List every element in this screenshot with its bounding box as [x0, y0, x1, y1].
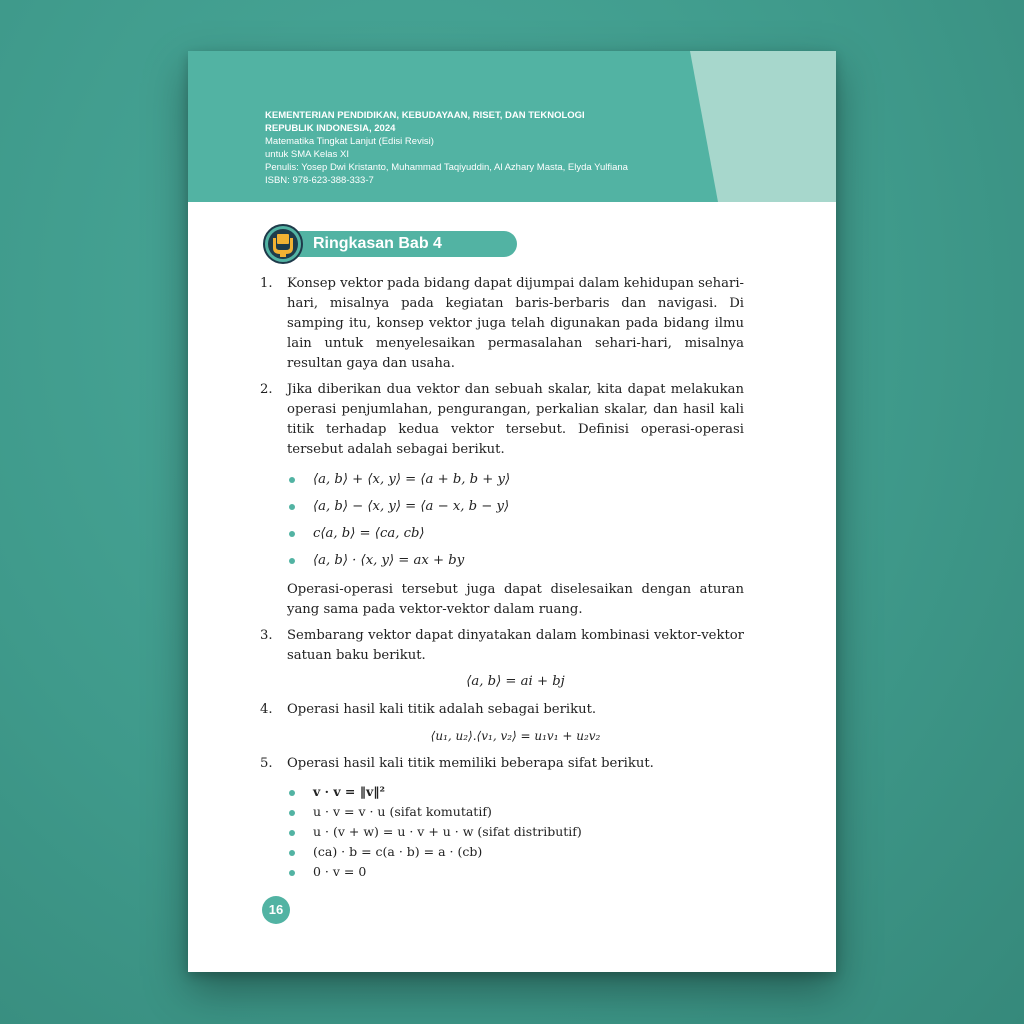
formula-bullet: c⟨a, b⟩ = ⟨ca, cb⟩ — [287, 520, 744, 547]
item-text: Jika diberikan dua vektor dan sebuah skalar, kita dapat melakukan operasi penjumlahan, pengurangan, perkalian skalar, dan hasil kali titik terhadap kedua vektor tersebut. Definisi operasi-operasi tersebut adalah sebagai berikut. — [287, 382, 744, 457]
formula-bullet: ⟨a, b⟩ + ⟨x, y⟩ = ⟨a + b, b + y⟩ — [287, 466, 744, 493]
formula-bullet: ⟨a, b⟩ · ⟨x, y⟩ = ax + by — [287, 547, 744, 574]
item-text: Konsep vektor pada bidang dapat dijumpai dalam kehidupan sehari-hari, misalnya pada kegiatan baris-berbaris dan navigasi. Di samping itu, konsep vektor juga telah digunakan pada bidang ilmu lain untuk menyelesaikan permasalahan sehari-hari, misalnya resultan gaya dan usaha. — [287, 276, 744, 371]
property-bullet: v · v = ‖v‖² — [287, 782, 744, 802]
hands-holding-box-icon — [263, 224, 303, 264]
item-text: Operasi hasil kali titik adalah sebagai berikut. — [287, 702, 597, 717]
property-bullet: u · v = v · u (sifat komutatif) — [287, 802, 744, 822]
book-title: Matematika Tingkat Lanjut (Edisi Revisi) — [265, 136, 434, 147]
chapter-heading — [263, 224, 523, 264]
formula-bullet: ⟨a, b⟩ − ⟨x, y⟩ = ⟨a − x, b − y⟩ — [287, 493, 744, 520]
item-number: 1. — [260, 276, 273, 291]
item-number: 5. — [260, 756, 273, 771]
item-number: 3. — [260, 628, 273, 643]
book-level: untuk SMA Kelas XI — [265, 149, 349, 160]
list-item — [260, 754, 744, 882]
page-header — [188, 51, 836, 202]
header-accent-shape — [690, 51, 836, 202]
list-item — [260, 700, 744, 720]
publisher-line: KEMENTERIAN PENDIDIKAN, KEBUDAYAAN, RISET, DAN TEKNOLOGI — [265, 110, 585, 121]
formula: ⟨u₁, u₂⟩.⟨v₁, v₂⟩ = u₁v₁ + u₂v₂ — [430, 729, 601, 743]
item-text: Sembarang vektor dapat dinyatakan dalam kombinasi vektor-vektor satuan baku berikut. — [287, 628, 744, 663]
page-number: 16 — [262, 896, 290, 924]
book-page — [188, 51, 836, 972]
property-bullet: (ca) · b = c(a · b) = a · (cb) — [287, 842, 744, 862]
publication-info — [265, 109, 628, 187]
list-item — [260, 380, 744, 574]
property-bullet: 0 · v = 0 — [287, 862, 744, 882]
formula: ⟨a, b⟩ = ai + bj — [466, 674, 565, 689]
list-item — [260, 626, 744, 666]
item-number: 2. — [260, 382, 273, 397]
item-number: 4. — [260, 702, 273, 717]
item-text: Operasi hasil kali titik memiliki beberapa sifat berikut. — [287, 756, 654, 771]
book-authors: Penulis: Yosep Dwi Kristanto, Muhammad Taqiyuddin, Al Azhary Masta, Elyda Yulfiana — [265, 162, 628, 173]
operation-list — [260, 466, 744, 574]
item-note: Operasi-operasi tersebut juga dapat diselesaikan dengan aturan yang sama pada vektor-vektor dalam ruang. — [287, 582, 744, 617]
property-list — [260, 782, 744, 882]
publisher-country: REPUBLIK INDONESIA, 2024 — [265, 123, 396, 134]
summary-content — [260, 274, 744, 888]
book-isbn: ISBN: 978-623-388-333-7 — [265, 175, 374, 186]
list-item — [260, 274, 744, 374]
chapter-title: Ringkasan Bab 4 — [313, 235, 442, 252]
property-bullet: u · (v + w) = u · v + u · w (sifat distributif) — [287, 822, 744, 842]
